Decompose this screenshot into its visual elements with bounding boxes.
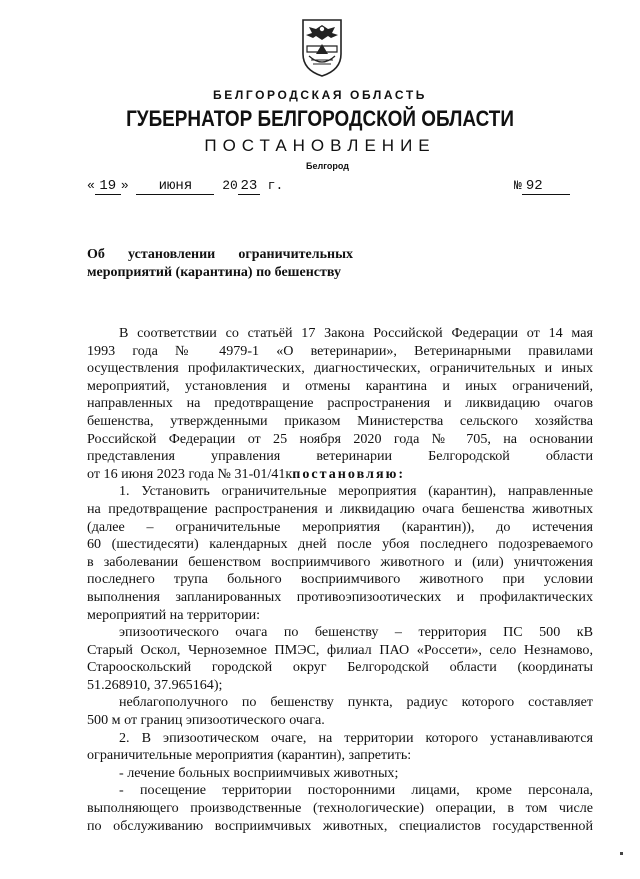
date-year-prefix: 20 [222, 178, 238, 193]
body-line: мероприятий на территории: [87, 606, 261, 623]
body-line: на предотвращение распространения и ликвидацию очага бешенства животных [87, 500, 593, 517]
scan-speck [620, 852, 623, 855]
body-line: 2. В эпизоотическом очаге, на территории которого устанавливаются [119, 729, 593, 746]
number-value: 92 [522, 178, 570, 195]
body-line: 51.268910, 37.965164); [87, 676, 223, 693]
date-year-suffix: 23 [238, 178, 260, 195]
title-line-2: мероприятий (карантина) по бешенству [87, 265, 341, 280]
decree-word: постановляю: [292, 465, 406, 482]
date-day: 19 [95, 178, 121, 195]
body-line-text: от 16 июня 2023 года № 31-01/41к [87, 465, 293, 482]
body-line: Старый Оскол, Черноземное ПМЭС, филиал ПАО «Россети», село Незнамово, [87, 641, 593, 658]
date-open-quote: « [87, 178, 95, 193]
document-body [87, 325, 593, 835]
body-line-with-decree [87, 466, 593, 484]
body-line: 500 м от границ эпизоотического очага. [87, 712, 325, 729]
body-line: эпизоотического очага по бешенству – территория ПС 500 кВ [119, 624, 593, 641]
body-line: выполняющего производственные (технологические) операции, в том числе [87, 800, 593, 817]
body-line: по обслуживанию восприимчивых животных, специалистов государственной [87, 817, 593, 834]
body-line: 1993 года № 4979-1 «О ветеринарии», Ветеринарными правилами [87, 342, 593, 359]
body-line: - лечение больных восприимчивых животных; [119, 764, 399, 781]
body-line: - посещение территории посторонними лицами, кроме персонала, [119, 782, 593, 799]
document-date [87, 178, 283, 195]
body-line: бешенства, утвержденными приказом Министерства сельского хозяйства [87, 412, 593, 429]
body-line: неблагополучного по бешенству пункта, радиус которого составляет [119, 694, 593, 711]
body-line: выполнения запланированных противоэпизоотических и профилактических [87, 588, 593, 605]
date-close-quote: » [120, 178, 129, 193]
document-title [87, 246, 353, 282]
body-line: мероприятий, установления и отмены карантина и иных ограничений, [87, 377, 593, 394]
body-line: последнего трупа больного восприимчивого животного при условии [87, 571, 593, 588]
document-number [514, 178, 570, 195]
date-year-mark: г. [267, 178, 284, 193]
body-line: направленных на предотвращение распространения и ликвидацию очагов [87, 395, 593, 412]
body-line: 1. Установить ограничительные мероприятия (карантин), направленные [119, 483, 593, 500]
document-type-heading: ПОСТАНОВЛЕНИЕ [204, 136, 436, 155]
body-line: 60 (шестидесяти) календарных дней после убоя последнего подозреваемого [87, 536, 593, 553]
body-line: в заболевании бешенством восприимчивого животного и (или) уничтожения [87, 553, 593, 570]
body-line: (далее – ограничительные мероприятия (карантин)), до истечения [87, 518, 593, 535]
date-month: июня [136, 178, 214, 195]
number-label: № [514, 178, 522, 193]
body-line: Российской Федерации от 25 ноября 2020 года № 705, на основании [87, 430, 593, 447]
title-line-1: Об установлении ограничительных [87, 247, 353, 262]
body-line: ограничительные мероприятия (карантин), запретить: [87, 747, 412, 764]
body-line: В соответствии со статьёй 17 Закона Российской Федерации от 14 мая [119, 325, 593, 341]
governor-heading: ГУБЕРНАТОР БЕЛГОРОДСКОЙ ОБЛАСТИ [126, 106, 514, 131]
coat-of-arms-emblem [299, 16, 345, 80]
body-line: осуществления профилактических, диагностических, ограничительных и иных [87, 360, 593, 377]
body-line: Старооскольский городской округ Белгородской области (координаты [87, 659, 593, 676]
region-heading: БЕЛГОРОДСКАЯ ОБЛАСТЬ [213, 88, 427, 102]
body-line: представления управления ветеринарии Белгородской области [87, 448, 593, 465]
city-label: Белгород [306, 161, 349, 171]
